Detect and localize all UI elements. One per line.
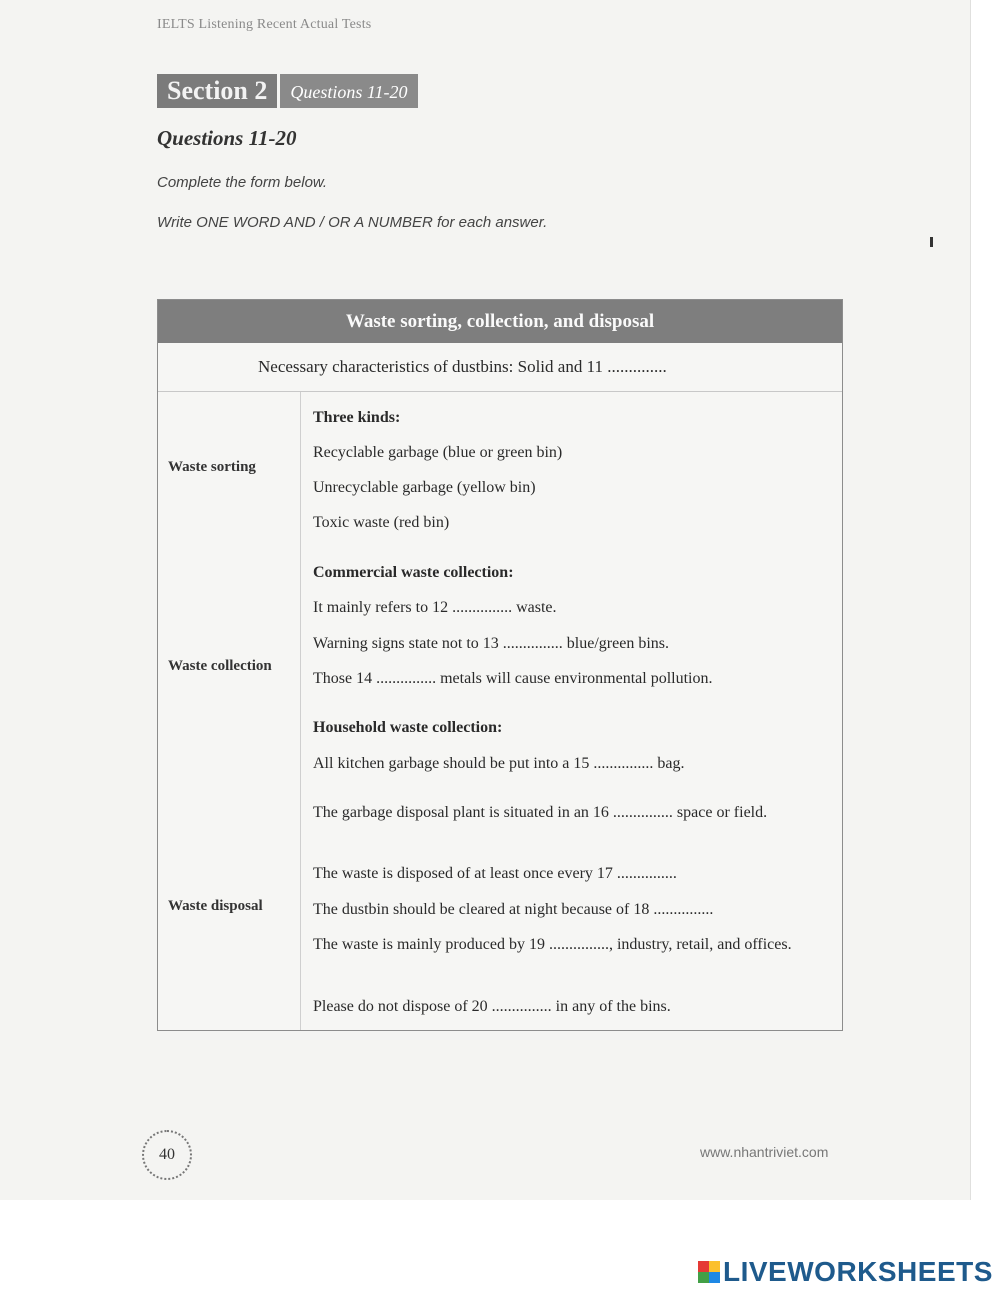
liveworksheets-logo: [698, 1256, 993, 1288]
sorting-line: Three kinds:: [313, 409, 401, 426]
form-rows: [158, 392, 842, 1030]
liveworksheets-logo-text: LIVEWORKSHEETS: [723, 1256, 993, 1287]
disposal-line-q17: The waste is disposed of at least once every 17 ...............: [313, 865, 677, 882]
margin-mark: [930, 237, 933, 247]
section-label: Section 2: [157, 74, 277, 108]
disposal-line-q16: The garbage disposal plant is situated in an 16 ............... space or field.: [313, 804, 768, 821]
collection-line-q12: It mainly refers to 12 ............... waste.: [313, 599, 557, 616]
sorting-line: Recyclable garbage (blue or green bin): [313, 444, 563, 461]
disposal-line-q19: The waste is mainly produced by 19 ..............., industry, retail, and offices.: [313, 936, 792, 953]
sorting-line: Toxic waste (red bin): [313, 514, 450, 531]
section-questions: Questions 11-20: [280, 74, 417, 108]
column-divider: [300, 392, 301, 1030]
liveworksheets-logo-icon: [698, 1261, 720, 1283]
disposal-line-q20: Please do not dispose of 20 ............... in any of the bins.: [313, 998, 671, 1015]
collection-line-q14: Those 14 ............... metals will cause environmental pollution.: [313, 670, 713, 687]
instruction-word-limit: Write ONE WORD AND / OR A NUMBER for each answer.: [157, 214, 548, 231]
dustbin-characteristics-line: Necessary characteristics of dustbins: Solid and 11 ..............: [158, 343, 842, 392]
waste-form: [157, 299, 843, 1031]
questions-heading: Questions 11-20: [157, 126, 297, 150]
form-title: Waste sorting, collection, and disposal: [158, 300, 842, 343]
collection-line: Household waste collection:: [313, 719, 503, 736]
collection-line-q15: All kitchen garbage should be put into a 15 ............... bag.: [313, 755, 685, 772]
page-number: 40: [142, 1130, 192, 1180]
sorting-line: Unrecyclable garbage (yellow bin): [313, 479, 536, 496]
category-waste-collection: Waste collection: [168, 658, 272, 674]
publisher-url: www.nhantriviet.com: [700, 1144, 829, 1160]
collection-line-q13: Warning signs state not to 13 ............... blue/green bins.: [313, 635, 669, 652]
instruction-complete-form: Complete the form below.: [157, 174, 328, 191]
collection-line: Commercial waste collection:: [313, 564, 514, 581]
category-waste-sorting: Waste sorting: [168, 459, 256, 475]
section-banner: [157, 74, 418, 108]
disposal-line-q18: The dustbin should be cleared at night because of 18 ...............: [313, 901, 714, 918]
category-waste-disposal: Waste disposal: [168, 898, 263, 914]
running-title: IELTS Listening Recent Actual Tests: [157, 17, 372, 32]
